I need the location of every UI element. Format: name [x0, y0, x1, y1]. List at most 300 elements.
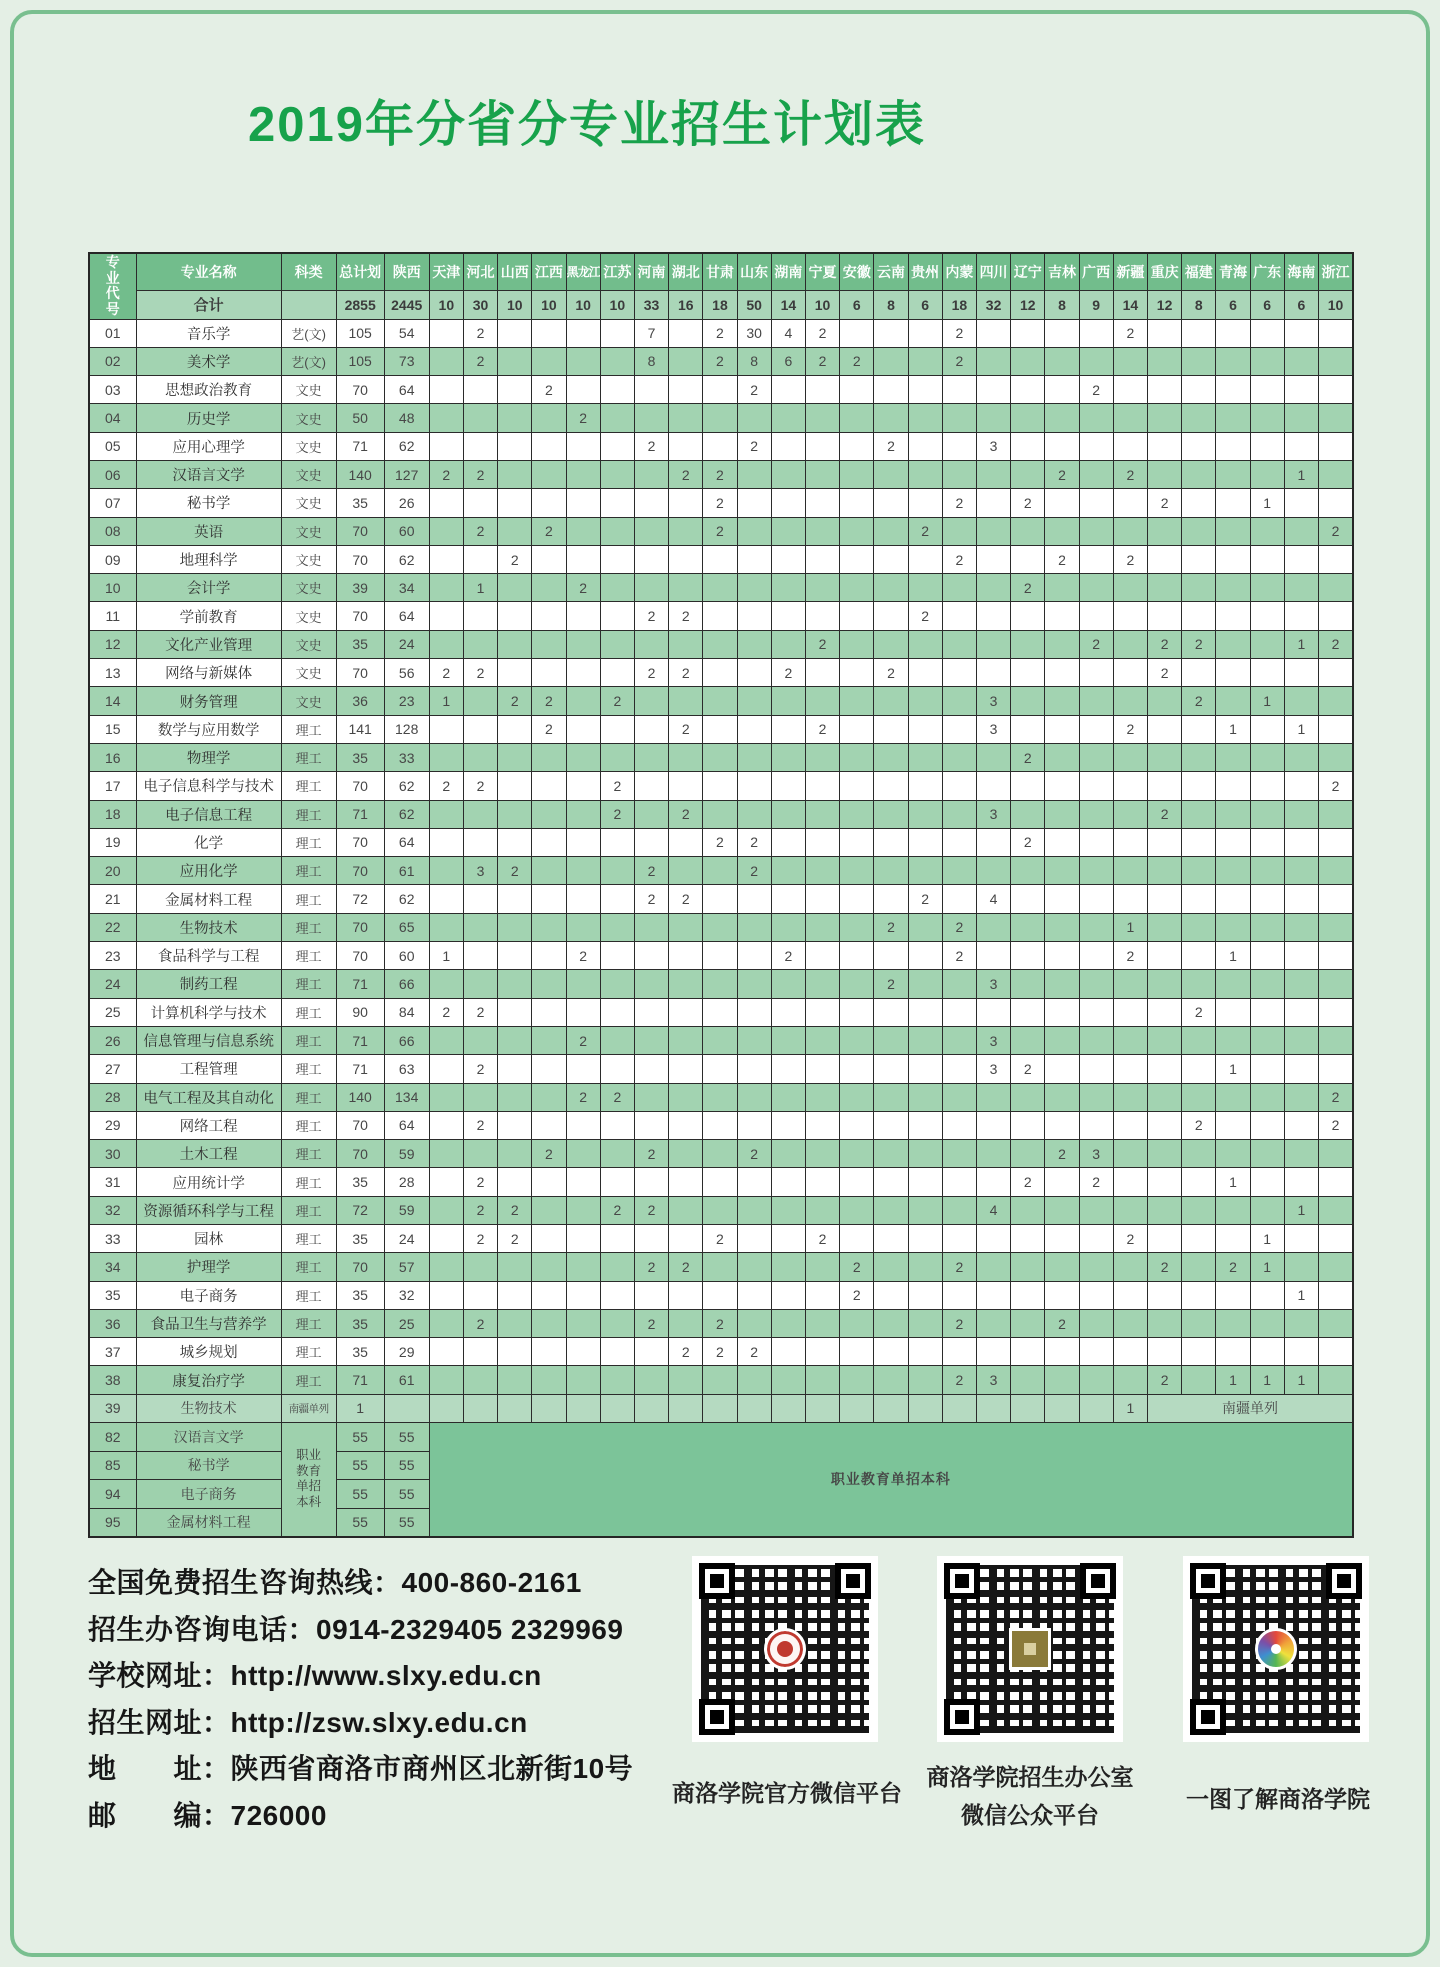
xinjiang-value: 1	[1113, 1394, 1147, 1422]
row-province-value	[498, 1309, 532, 1337]
row-shaanxi: 84	[384, 998, 429, 1026]
contact-block	[88, 1560, 633, 1839]
row-province-value: 2	[1319, 630, 1354, 658]
row-province-value	[463, 1394, 497, 1422]
row-total-plan: 140	[336, 1083, 384, 1111]
row-province-value	[737, 800, 771, 828]
row-province-value	[908, 1083, 942, 1111]
table-row	[89, 319, 1353, 347]
row-province-value	[703, 1281, 737, 1309]
row-shaanxi: 64	[384, 1111, 429, 1139]
row-province-value	[600, 574, 634, 602]
row-province-value	[737, 1111, 771, 1139]
total-value: 10	[566, 290, 600, 319]
row-province-value	[976, 1168, 1010, 1196]
row-province-value	[498, 1168, 532, 1196]
row-province-value	[1045, 1111, 1079, 1139]
row-province-value	[703, 545, 737, 573]
row-province-value	[1011, 404, 1045, 432]
row-province-value	[1011, 517, 1045, 545]
row-province-value: 2	[942, 347, 976, 375]
row-province-value	[1045, 630, 1079, 658]
row-province-value	[703, 970, 737, 998]
corner-header	[89, 253, 136, 319]
row-province-value: 2	[942, 545, 976, 573]
row-province-value: 8	[737, 347, 771, 375]
row-province-value	[463, 885, 497, 913]
total-value: 6	[1284, 290, 1318, 319]
row-province-value	[805, 1366, 839, 1394]
row-province-value	[1250, 715, 1284, 743]
row-province-value	[1250, 1083, 1284, 1111]
row-province-value	[463, 1140, 497, 1168]
row-province-value: 1	[429, 687, 463, 715]
row-province-value	[1113, 347, 1147, 375]
row-province-value	[771, 1366, 805, 1394]
row-province-value	[634, 970, 668, 998]
row-province-value	[703, 1394, 737, 1422]
table-row	[89, 545, 1353, 573]
row-province-value: 8	[634, 347, 668, 375]
row-province-value	[1182, 1026, 1216, 1054]
row-province-value	[840, 1394, 874, 1422]
row-province-value	[600, 857, 634, 885]
row-province-value	[1284, 970, 1318, 998]
row-province-value	[1182, 574, 1216, 602]
row-province-value	[1216, 1196, 1250, 1224]
row-province-value	[1045, 319, 1079, 347]
row-province-value: 3	[976, 1055, 1010, 1083]
row-province-value	[874, 857, 908, 885]
row-total-plan: 105	[336, 319, 384, 347]
row-province-value	[600, 1140, 634, 1168]
row-province-value: 7	[634, 319, 668, 347]
row-province-value: 2	[634, 1140, 668, 1168]
row-province-value	[703, 772, 737, 800]
row-province-value	[1319, 1366, 1354, 1394]
row-major-name: 会计学	[136, 574, 281, 602]
row-province-value	[634, 687, 668, 715]
row-shaanxi: 62	[384, 800, 429, 828]
row-province-value	[1284, 1253, 1318, 1281]
row-province-value	[600, 998, 634, 1026]
row-category: 理工	[281, 1281, 336, 1309]
row-province-value	[669, 1225, 703, 1253]
row-shaanxi: 56	[384, 659, 429, 687]
row-province-value	[976, 857, 1010, 885]
contact-line: 招生办咨询电话：0914-2329405 2329969	[88, 1613, 624, 1645]
row-province-value: 2	[1113, 942, 1147, 970]
total-category	[281, 290, 336, 319]
row-province-value: 2	[566, 1026, 600, 1054]
table-row	[89, 913, 1353, 941]
row-province-value	[771, 1111, 805, 1139]
row-province-value	[600, 319, 634, 347]
row-province-value: 2	[805, 630, 839, 658]
row-total-plan: 72	[336, 1196, 384, 1224]
row-province-value	[1011, 432, 1045, 460]
row-province-value	[703, 800, 737, 828]
row-code: 26	[89, 1026, 136, 1054]
row-province-value	[703, 602, 737, 630]
row-total-plan: 35	[336, 489, 384, 517]
vocational-category-label: 职业教育单招本科	[296, 1448, 322, 1509]
row-category: 文史	[281, 489, 336, 517]
row-province-value	[532, 857, 566, 885]
row-province-value	[771, 1083, 805, 1111]
row-category: 理工	[281, 857, 336, 885]
row-code: 82	[89, 1423, 136, 1452]
row-province-value	[1045, 489, 1079, 517]
row-province-value	[1319, 1055, 1354, 1083]
row-province-value	[600, 1253, 634, 1281]
row-province-value	[1011, 1309, 1045, 1337]
row-province-value	[634, 1366, 668, 1394]
row-province-value	[840, 404, 874, 432]
row-province-value	[1079, 1338, 1113, 1366]
table-row	[89, 659, 1353, 687]
row-province-value	[1319, 1196, 1354, 1224]
row-province-value	[463, 630, 497, 658]
row-province-value	[874, 517, 908, 545]
row-province-value: 2	[463, 998, 497, 1026]
row-province-value	[874, 687, 908, 715]
row-province-value	[1250, 913, 1284, 941]
row-province-value: 1	[1216, 942, 1250, 970]
col-header: 总计划	[336, 253, 384, 290]
row-code: 11	[89, 602, 136, 630]
row-province-value	[1182, 659, 1216, 687]
row-province-value	[771, 800, 805, 828]
row-province-value	[1319, 489, 1354, 517]
row-province-value	[805, 772, 839, 800]
row-code: 94	[89, 1480, 136, 1509]
row-province-value	[1147, 1083, 1181, 1111]
row-province-value	[840, 545, 874, 573]
row-province-value	[1045, 687, 1079, 715]
row-province-value	[634, 998, 668, 1026]
row-province-value: 2	[1045, 1140, 1079, 1168]
qr-finder-icon	[944, 1563, 980, 1599]
row-province-value: 2	[498, 1196, 532, 1224]
row-code: 17	[89, 772, 136, 800]
row-province-value	[1182, 347, 1216, 375]
row-code: 28	[89, 1083, 136, 1111]
row-province-value: 4	[976, 1196, 1010, 1224]
row-province-value	[840, 970, 874, 998]
row-province-value	[942, 687, 976, 715]
row-province-value	[1216, 743, 1250, 771]
total-value: 6	[908, 290, 942, 319]
row-province-value	[1113, 828, 1147, 856]
row-shaanxi: 33	[384, 743, 429, 771]
row-province-value	[1113, 432, 1147, 460]
row-province-value	[840, 800, 874, 828]
row-province-value: 2	[908, 517, 942, 545]
row-province-value	[1319, 432, 1354, 460]
row-province-value	[874, 347, 908, 375]
row-province-value	[771, 1394, 805, 1422]
row-province-value: 2	[429, 998, 463, 1026]
page-title: 2019年分省分专业招生计划表	[248, 98, 927, 152]
row-shaanxi: 26	[384, 489, 429, 517]
row-province-value	[1182, 885, 1216, 913]
row-province-value	[634, 715, 668, 743]
row-total-plan: 70	[336, 659, 384, 687]
row-province-value	[908, 404, 942, 432]
row-province-value	[1284, 659, 1318, 687]
row-province-value	[429, 885, 463, 913]
row-province-value	[976, 998, 1010, 1026]
row-province-value	[1250, 942, 1284, 970]
row-province-value	[805, 1309, 839, 1337]
row-province-value	[805, 432, 839, 460]
total-value: 6	[1250, 290, 1284, 319]
row-province-value	[976, 460, 1010, 488]
row-province-value	[840, 659, 874, 687]
row-province-value	[463, 913, 497, 941]
row-province-value: 2	[1182, 998, 1216, 1026]
row-province-value	[737, 1168, 771, 1196]
row-major-name: 电气工程及其自动化	[136, 1083, 281, 1111]
admissions-badge-icon	[1009, 1628, 1051, 1670]
row-province-value	[669, 545, 703, 573]
row-province-value	[840, 828, 874, 856]
row-province-value: 2	[1045, 1309, 1079, 1337]
row-province-value	[874, 800, 908, 828]
row-province-value	[976, 659, 1010, 687]
row-province-value	[1045, 602, 1079, 630]
row-province-value	[669, 1055, 703, 1083]
row-province-value	[1011, 1338, 1045, 1366]
row-province-value	[1045, 1083, 1079, 1111]
table-row	[89, 630, 1353, 658]
row-province-value	[532, 1055, 566, 1083]
row-province-value	[976, 319, 1010, 347]
row-province-value: 1	[1250, 1253, 1284, 1281]
row-province-value	[1250, 1338, 1284, 1366]
row-province-value	[463, 432, 497, 460]
row-province-value	[463, 1083, 497, 1111]
row-province-value	[942, 432, 976, 460]
row-province-value	[771, 460, 805, 488]
row-province-value	[1319, 828, 1354, 856]
row-province-value: 2	[634, 1253, 668, 1281]
row-province-value: 6	[771, 347, 805, 375]
col-header: 科类	[281, 253, 336, 290]
row-province-value	[1182, 319, 1216, 347]
row-province-value: 2	[1011, 1168, 1045, 1196]
row-province-value: 2	[634, 432, 668, 460]
row-province-value	[976, 602, 1010, 630]
row-province-value: 2	[1079, 1168, 1113, 1196]
col-header-province: 辽宁	[1011, 253, 1045, 290]
row-province-value	[805, 913, 839, 941]
total-value: 18	[703, 290, 737, 319]
row-province-value	[942, 1083, 976, 1111]
school-seal-icon	[764, 1628, 806, 1670]
row-province-value	[1011, 1225, 1045, 1253]
total-value: 33	[634, 290, 668, 319]
row-province-value	[976, 1281, 1010, 1309]
row-province-value: 2	[600, 800, 634, 828]
row-province-value	[908, 489, 942, 517]
row-province-value	[600, 942, 634, 970]
row-province-value	[1011, 602, 1045, 630]
row-code: 22	[89, 913, 136, 941]
row-total-plan: 35	[336, 630, 384, 658]
south-xinjiang-row	[89, 1394, 1353, 1422]
row-province-value	[532, 998, 566, 1026]
row-province-value	[908, 942, 942, 970]
row-province-value	[429, 1366, 463, 1394]
table-row	[89, 1225, 1353, 1253]
row-province-value: 2	[463, 772, 497, 800]
row-total-plan: 35	[336, 1338, 384, 1366]
row-province-value: 3	[463, 857, 497, 885]
row-province-value	[1079, 1083, 1113, 1111]
row-province-value: 2	[805, 1225, 839, 1253]
row-major-name: 信息管理与信息系统	[136, 1026, 281, 1054]
row-province-value	[1182, 404, 1216, 432]
row-province-value	[1216, 602, 1250, 630]
qr-finder-icon	[699, 1563, 735, 1599]
contact-line: 招生网址：http://zsw.slxy.edu.cn	[88, 1706, 528, 1738]
row-province-value	[1011, 1394, 1045, 1422]
row-province-value	[703, 857, 737, 885]
row-province-value	[908, 970, 942, 998]
row-province-value	[874, 1281, 908, 1309]
row-province-value	[942, 1281, 976, 1309]
row-province-value: 2	[737, 828, 771, 856]
row-province-value	[532, 404, 566, 432]
row-province-value	[1079, 1055, 1113, 1083]
row-province-value	[908, 1055, 942, 1083]
row-province-value: 2	[1147, 659, 1181, 687]
row-province-value	[429, 800, 463, 828]
row-province-value: 2	[703, 319, 737, 347]
row-province-value: 2	[634, 885, 668, 913]
row-province-value: 2	[942, 942, 976, 970]
row-province-value	[566, 1225, 600, 1253]
row-category: 理工	[281, 1026, 336, 1054]
row-province-value	[1011, 1140, 1045, 1168]
row-major-name: 生物技术	[136, 1394, 281, 1422]
col-header-province: 广西	[1079, 253, 1113, 290]
total-value: 10	[805, 290, 839, 319]
row-province-value	[1182, 432, 1216, 460]
row-province-value	[634, 828, 668, 856]
row-province-value	[908, 715, 942, 743]
row-province-value	[1147, 517, 1181, 545]
row-province-value	[1011, 659, 1045, 687]
row-province-value	[942, 460, 976, 488]
row-province-value	[737, 630, 771, 658]
col-header: 专业名称	[136, 253, 281, 290]
row-province-value	[737, 998, 771, 1026]
row-shaanxi: 64	[384, 828, 429, 856]
row-province-value	[976, 404, 1010, 432]
row-major-name: 化学	[136, 828, 281, 856]
row-major-name: 应用统计学	[136, 1168, 281, 1196]
row-province-value	[805, 1168, 839, 1196]
row-total-plan: 71	[336, 1366, 384, 1394]
row-province-value: 2	[1011, 489, 1045, 517]
row-major-name: 电子信息科学与技术	[136, 772, 281, 800]
row-province-value	[1250, 545, 1284, 573]
row-province-value	[771, 1225, 805, 1253]
row-province-value	[1319, 460, 1354, 488]
row-province-value	[703, 715, 737, 743]
row-province-value: 1	[1216, 1168, 1250, 1196]
row-province-value	[1216, 1338, 1250, 1366]
row-province-value: 2	[1045, 460, 1079, 488]
row-province-value	[634, 1168, 668, 1196]
row-province-value	[771, 970, 805, 998]
row-province-value	[737, 913, 771, 941]
row-province-value	[1319, 743, 1354, 771]
row-province-value	[771, 602, 805, 630]
table-row	[89, 1168, 1353, 1196]
total-value: 18	[942, 290, 976, 319]
row-province-value	[498, 517, 532, 545]
row-province-value: 2	[429, 460, 463, 488]
row-province-value	[498, 1083, 532, 1111]
row-province-value	[1011, 998, 1045, 1026]
row-province-value: 2	[840, 347, 874, 375]
row-province-value	[737, 1394, 771, 1422]
row-province-value	[908, 913, 942, 941]
row-code: 30	[89, 1140, 136, 1168]
row-province-value	[1079, 828, 1113, 856]
row-province-value	[1147, 1196, 1181, 1224]
row-province-value	[1182, 1281, 1216, 1309]
row-province-value	[1147, 772, 1181, 800]
row-major-name: 金属材料工程	[136, 1508, 281, 1537]
row-province-value	[805, 800, 839, 828]
row-province-value	[1045, 800, 1079, 828]
row-province-value	[1319, 319, 1354, 347]
row-province-value	[1319, 1225, 1354, 1253]
row-province-value: 2	[600, 1196, 634, 1224]
row-province-value: 1	[1284, 1196, 1318, 1224]
row-province-value	[498, 1366, 532, 1394]
row-province-value	[908, 1309, 942, 1337]
row-province-value	[1319, 1338, 1354, 1366]
row-province-value	[703, 1253, 737, 1281]
row-province-value	[771, 1140, 805, 1168]
row-major-name: 音乐学	[136, 319, 281, 347]
row-province-value	[1147, 404, 1181, 432]
row-province-value	[669, 1083, 703, 1111]
row-shaanxi: 60	[384, 517, 429, 545]
row-province-value	[532, 1111, 566, 1139]
row-province-value	[908, 1338, 942, 1366]
row-province-value	[737, 687, 771, 715]
row-province-value	[498, 772, 532, 800]
row-shaanxi: 59	[384, 1140, 429, 1168]
row-major-name: 工程管理	[136, 1055, 281, 1083]
row-province-value: 2	[669, 885, 703, 913]
row-province-value	[840, 602, 874, 630]
row-province-value	[771, 828, 805, 856]
row-province-value	[1113, 885, 1147, 913]
row-shaanxi: 62	[384, 432, 429, 460]
row-province-value	[1045, 404, 1079, 432]
row-province-value	[1147, 432, 1181, 460]
row-total-plan: 35	[336, 743, 384, 771]
row-province-value	[1284, 545, 1318, 573]
